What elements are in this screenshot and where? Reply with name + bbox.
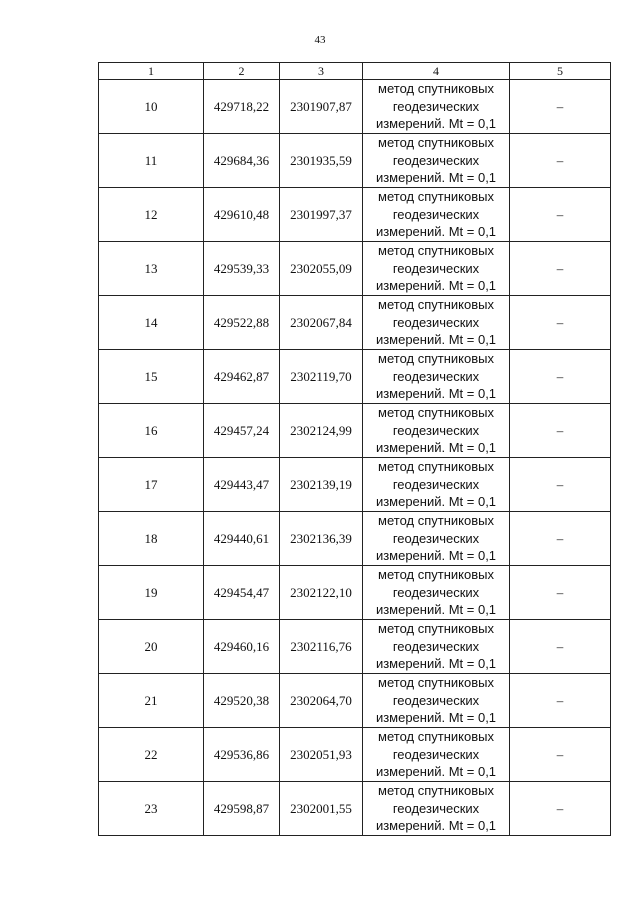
method-text-line: метод спутниковых — [378, 621, 494, 637]
table-header-row — [99, 63, 611, 80]
method-text-line: измерений. Mt = 0,1 — [375, 278, 497, 294]
coordinate-y-cell: 2302001,55 — [280, 782, 363, 836]
coordinate-y-cell: 2302055,09 — [280, 242, 363, 296]
method-text-line: метод спутниковых — [378, 81, 494, 97]
point-number-cell: 16 — [99, 404, 204, 458]
column-header-3: 3 — [280, 63, 363, 80]
coordinate-x-cell: 429718,22 — [204, 80, 280, 134]
coordinate-y-cell: 2302116,76 — [280, 620, 363, 674]
point-number-cell: 23 — [99, 782, 204, 836]
coordinate-y-cell: 2301935,59 — [280, 134, 363, 188]
coordinates-table — [98, 62, 611, 836]
method-text-line: геодезических — [392, 206, 480, 222]
table-row — [99, 404, 611, 458]
method-text-line: метод спутниковых — [378, 189, 494, 205]
note-cell: – — [510, 728, 611, 782]
method-cell — [363, 674, 510, 728]
table-row — [99, 296, 611, 350]
method-text-line: геодезических — [392, 746, 480, 762]
method-text-line: геодезических — [392, 98, 480, 114]
method-text-line: метод спутниковых — [378, 675, 494, 691]
method-cell — [363, 242, 510, 296]
method-cell — [363, 566, 510, 620]
note-cell: – — [510, 242, 611, 296]
method-text-line: геодезических — [392, 476, 480, 492]
method-cell — [363, 134, 510, 188]
method-text-line: измерений. Mt = 0,1 — [375, 440, 497, 456]
table-row — [99, 458, 611, 512]
method-text-line: метод спутниковых — [378, 405, 494, 421]
method-cell — [363, 728, 510, 782]
method-text-line: геодезических — [392, 260, 480, 276]
method-text-line: геодезических — [392, 152, 480, 168]
coordinate-x-cell: 429539,33 — [204, 242, 280, 296]
point-number-cell: 14 — [99, 296, 204, 350]
coordinate-x-cell: 429440,61 — [204, 512, 280, 566]
table-row — [99, 728, 611, 782]
point-number-cell: 15 — [99, 350, 204, 404]
method-text-line: геодезических — [392, 368, 480, 384]
note-cell: – — [510, 674, 611, 728]
method-text-line: геодезических — [392, 800, 480, 816]
note-cell: – — [510, 512, 611, 566]
point-number-cell: 12 — [99, 188, 204, 242]
note-cell: – — [510, 566, 611, 620]
coordinate-x-cell: 429536,86 — [204, 728, 280, 782]
table-row — [99, 512, 611, 566]
table-row — [99, 566, 611, 620]
method-cell — [363, 188, 510, 242]
method-text-line: измерений. Mt = 0,1 — [375, 332, 497, 348]
method-text-line: метод спутниковых — [378, 729, 494, 745]
coordinate-x-cell: 429454,47 — [204, 566, 280, 620]
page-number: 43 — [314, 34, 326, 46]
method-text-line: геодезических — [392, 584, 480, 600]
method-cell — [363, 80, 510, 134]
coordinate-x-cell: 429462,87 — [204, 350, 280, 404]
method-text-line: измерений. Mt = 0,1 — [375, 818, 497, 834]
note-cell: – — [510, 404, 611, 458]
coordinate-x-cell: 429598,87 — [204, 782, 280, 836]
point-number-cell: 21 — [99, 674, 204, 728]
method-text-line: метод спутниковых — [378, 351, 494, 367]
coordinate-x-cell: 429522,88 — [204, 296, 280, 350]
note-cell: – — [510, 350, 611, 404]
method-cell — [363, 458, 510, 512]
point-number-cell: 19 — [99, 566, 204, 620]
table-row — [99, 782, 611, 836]
method-cell — [363, 512, 510, 566]
column-header-1: 1 — [99, 63, 204, 80]
coordinate-y-cell: 2302139,19 — [280, 458, 363, 512]
note-cell: – — [510, 458, 611, 512]
coordinate-y-cell: 2302124,99 — [280, 404, 363, 458]
method-text-line: измерений. Mt = 0,1 — [375, 656, 497, 672]
method-text-line: метод спутниковых — [378, 297, 494, 313]
note-cell: – — [510, 296, 611, 350]
method-text-line: геодезических — [392, 422, 480, 438]
method-text-line: геодезических — [392, 314, 480, 330]
coordinate-y-cell: 2302051,93 — [280, 728, 363, 782]
method-text-line: измерений. Mt = 0,1 — [375, 224, 497, 240]
method-text-line: измерений. Mt = 0,1 — [375, 494, 497, 510]
method-cell — [363, 350, 510, 404]
note-cell: – — [510, 188, 611, 242]
point-number-cell: 18 — [99, 512, 204, 566]
method-text-line: измерений. Mt = 0,1 — [375, 116, 497, 132]
point-number-cell: 13 — [99, 242, 204, 296]
column-header-2: 2 — [204, 63, 280, 80]
method-text-line: измерений. Mt = 0,1 — [375, 170, 497, 186]
coordinate-y-cell: 2301907,87 — [280, 80, 363, 134]
method-text-line: метод спутниковых — [378, 243, 494, 259]
coordinate-x-cell: 429684,36 — [204, 134, 280, 188]
table-row — [99, 242, 611, 296]
method-text-line: измерений. Mt = 0,1 — [375, 602, 497, 618]
method-cell — [363, 296, 510, 350]
table-row — [99, 674, 611, 728]
coordinate-y-cell: 2302136,39 — [280, 512, 363, 566]
method-cell — [363, 782, 510, 836]
coordinate-x-cell: 429520,38 — [204, 674, 280, 728]
method-text-line: метод спутниковых — [378, 459, 494, 475]
method-cell — [363, 404, 510, 458]
coordinate-y-cell: 2301997,37 — [280, 188, 363, 242]
coordinate-x-cell: 429610,48 — [204, 188, 280, 242]
table-row — [99, 134, 611, 188]
note-cell: – — [510, 134, 611, 188]
note-cell: – — [510, 782, 611, 836]
method-text-line: измерений. Mt = 0,1 — [375, 386, 497, 402]
method-text-line: метод спутниковых — [378, 513, 494, 529]
point-number-cell: 20 — [99, 620, 204, 674]
method-text-line: измерений. Mt = 0,1 — [375, 548, 497, 564]
method-text-line: геодезических — [392, 692, 480, 708]
method-text-line: метод спутниковых — [378, 783, 494, 799]
coordinate-x-cell: 429457,24 — [204, 404, 280, 458]
point-number-cell: 11 — [99, 134, 204, 188]
method-text-line: измерений. Mt = 0,1 — [375, 710, 497, 726]
method-text-line: метод спутниковых — [378, 567, 494, 583]
method-text-line: геодезических — [392, 530, 480, 546]
note-cell: – — [510, 620, 611, 674]
table-row — [99, 188, 611, 242]
table-row — [99, 350, 611, 404]
table-row — [99, 80, 611, 134]
coordinate-y-cell: 2302064,70 — [280, 674, 363, 728]
column-header-4: 4 — [363, 63, 510, 80]
coordinate-y-cell: 2302067,84 — [280, 296, 363, 350]
coordinate-x-cell: 429443,47 — [204, 458, 280, 512]
point-number-cell: 10 — [99, 80, 204, 134]
coordinate-y-cell: 2302119,70 — [280, 350, 363, 404]
coordinate-x-cell: 429460,16 — [204, 620, 280, 674]
table-row — [99, 620, 611, 674]
coordinate-y-cell: 2302122,10 — [280, 566, 363, 620]
table-body — [99, 80, 611, 836]
method-cell — [363, 620, 510, 674]
method-text-line: измерений. Mt = 0,1 — [375, 764, 497, 780]
method-text-line: метод спутниковых — [378, 135, 494, 151]
point-number-cell: 17 — [99, 458, 204, 512]
note-cell: – — [510, 80, 611, 134]
method-text-line: геодезических — [392, 638, 480, 654]
point-number-cell: 22 — [99, 728, 204, 782]
column-header-5: 5 — [510, 63, 611, 80]
